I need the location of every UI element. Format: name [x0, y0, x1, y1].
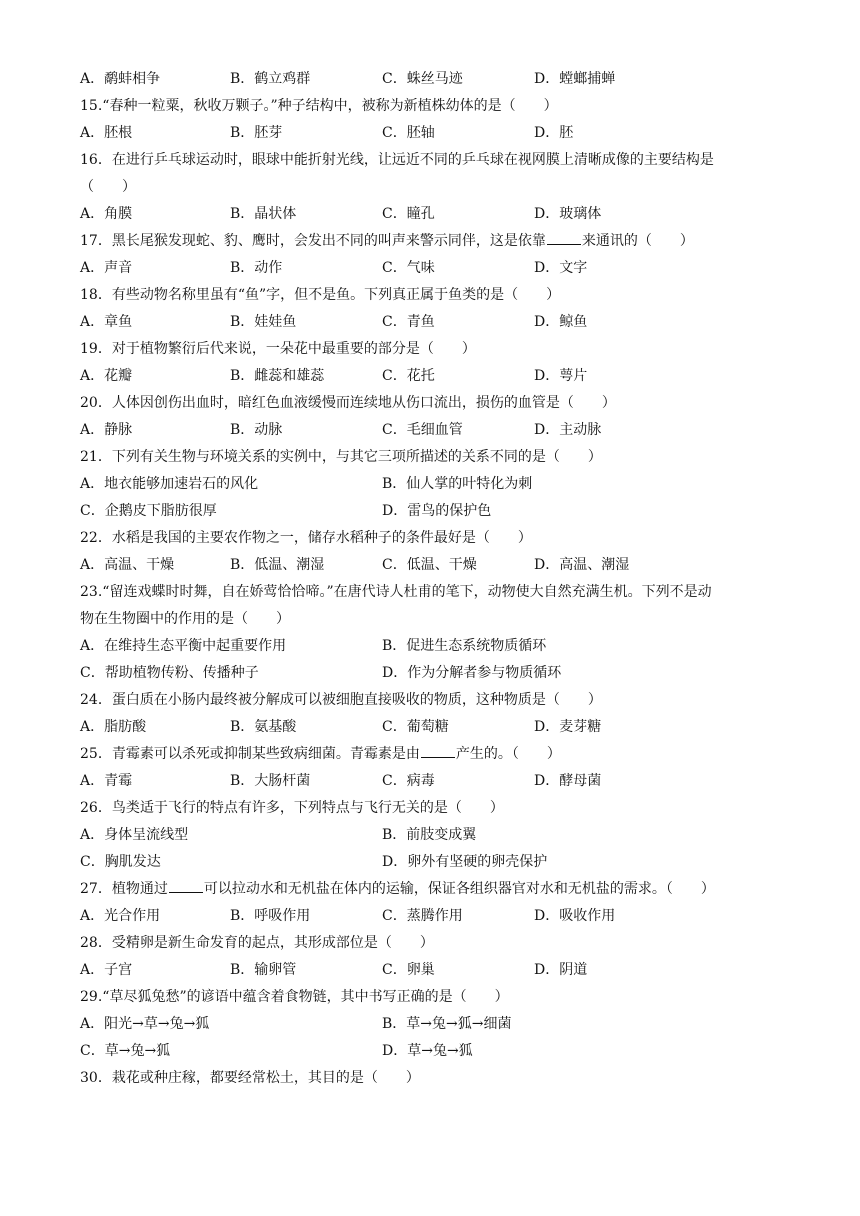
question-text: 栽花或种庄稼，都要经常松土，其目的是（ ） [111, 1070, 420, 1086]
option-c: C．卵巢 [382, 962, 435, 978]
option-d: D．吸收作用 [534, 908, 616, 924]
question-number: 26 [80, 800, 98, 816]
option-a: A．章鱼 [80, 314, 133, 330]
option-c: C．帮助植物传粉、传播种子 [80, 665, 259, 681]
question-25: 25．青霉素可以杀死或抑制某些致病细菌。青霉素是由 产生的。（ ） [80, 746, 561, 762]
question-number: 25 [80, 746, 98, 762]
option-b: B．仙人掌的叶特化为刺 [382, 476, 533, 492]
question-number: 27 [80, 881, 98, 897]
question-text: 对于植物繁衍后代来说，一朵花中最重要的部分是（ ） [111, 341, 476, 357]
fill-blank [547, 232, 581, 245]
question-text: 黑长尾猴发现蛇、豹、鹰时，会发出不同的叫声来警示同伴，这是依靠 [111, 233, 546, 249]
question-15: 15.“春种一粒粟，秋收万颗子。”种子结构中，被称为新植株幼体的是（ ） [80, 98, 558, 114]
question-text: 蛋白质在小肠内最终被分解成可以被细胞直接吸收的物质，这种物质是（ ） [111, 692, 602, 708]
question-24: 24．蛋白质在小肠内最终被分解成可以被细胞直接吸收的物质，这种物质是（ ） [80, 692, 602, 708]
question-text-end: 可以拉动水和无机盐在体内的运输，保证各组织器官对水和无机盐的需求。（ ） [203, 881, 715, 897]
option-a: A．地衣能够加速岩石的风化 [80, 476, 259, 492]
question-text: 植物通过 [111, 881, 168, 897]
question-16: 16．在进行乒乓球运动时，眼球中能折射光线，让远近不同的乒乓球在视网膜上清晰成像的主要结构是 [80, 152, 714, 168]
option-a: A．鹬蚌相争 [80, 71, 161, 87]
option-c: C．草→兔→狐 [80, 1043, 171, 1059]
question-number: 16 [80, 152, 98, 168]
option-a: A．子宫 [80, 962, 133, 978]
option-d: D．主动脉 [534, 422, 602, 438]
option-b: B．前肢变成翼 [382, 827, 477, 843]
question-27: 27．植物通过 可以拉动水和无机盐在体内的运输，保证各组织器官对水和无机盐的需求。（ ） [80, 881, 715, 897]
question-number: 20 [80, 395, 98, 411]
question-29: 29.“草尽狐兔愁”的谚语中蕴含着食物链，其中书写正确的是（ ） [80, 989, 509, 1005]
option-d: D．高温、潮湿 [534, 557, 630, 573]
option-d: D．胚 [534, 125, 574, 141]
option-b: B．晶状体 [230, 206, 297, 222]
question-number: 24 [80, 692, 98, 708]
option-a: A．花瓣 [80, 368, 133, 384]
option-d: D．作为分解者参与物质循环 [382, 665, 562, 681]
question-number: 22 [80, 530, 98, 546]
option-d: D．雷鸟的保护色 [382, 503, 492, 519]
option-b: B．输卵管 [230, 962, 297, 978]
option-b: B．促进生态系统物质循环 [382, 638, 547, 654]
option-d: D．卵外有坚硬的卵壳保护 [382, 854, 548, 870]
question-number: 23 [80, 584, 98, 600]
option-c: C．胸肌发达 [80, 854, 161, 870]
question-text: 下列有关生物与环境关系的实例中，与其它三项所描述的关系不同的是（ ） [111, 449, 602, 465]
question-text-end: 产生的。（ ） [455, 746, 561, 762]
question-number: 18 [80, 287, 98, 303]
option-a: A．光合作用 [80, 908, 161, 924]
option-a: A．胚根 [80, 125, 133, 141]
question-text-end: 来通讯的（ ） [581, 233, 694, 249]
option-a: A．青霉 [80, 773, 133, 789]
question-text: 人体因创伤出血时，暗红色血液缓慢而连续地从伤口流出，损伤的血管是（ ） [111, 395, 616, 411]
question-text: “草尽狐兔愁”的谚语中蕴含着食物链，其中书写正确的是（ ） [102, 989, 509, 1005]
option-d: D．螳螂捕蝉 [534, 71, 616, 87]
option-d: D．文字 [534, 260, 588, 276]
question-23: 23.“留连戏蝶时时舞，自在娇莺恰恰啼。”在唐代诗人杜甫的笔下，动物使大自然充满生机。下列不是动 [80, 584, 712, 600]
option-d: D．草→兔→狐 [382, 1043, 473, 1059]
option-a: A．高温、干燥 [80, 557, 175, 573]
fill-blank [169, 880, 203, 893]
option-c: C．胚轴 [382, 125, 435, 141]
question-21: 21．下列有关生物与环境关系的实例中，与其它三项所描述的关系不同的是（ ） [80, 449, 602, 465]
question-number: 28 [80, 935, 98, 951]
option-c: C．瞳孔 [382, 206, 435, 222]
option-b: B．草→兔→狐→细菌 [382, 1016, 512, 1032]
question-text: 水稻是我国的主要农作物之一，储存水稻种子的条件最好是（ ） [111, 530, 532, 546]
question-26: 26．鸟类适于飞行的特点有许多，下列特点与飞行无关的是（ ） [80, 800, 504, 816]
option-b: B．大肠杆菌 [230, 773, 311, 789]
question-19: 19．对于植物繁衍后代来说，一朵花中最重要的部分是（ ） [80, 341, 476, 357]
question-number: 29 [80, 989, 98, 1005]
option-d: D．酵母菌 [534, 773, 602, 789]
option-b: B．动作 [230, 260, 283, 276]
question-30: 30．栽花或种庄稼，都要经常松土，其目的是（ ） [80, 1070, 420, 1086]
question-text: 在进行乒乓球运动时，眼球中能折射光线，让远近不同的乒乓球在视网膜上清晰成像的主要结构是 [111, 152, 714, 168]
option-b: B．氨基酸 [230, 719, 297, 735]
question-number: 21 [80, 449, 98, 465]
fill-blank [421, 745, 455, 758]
option-a: A．在维持生态平衡中起重要作用 [80, 638, 287, 654]
question-text: 青霉素可以杀死或抑制某些致病细菌。青霉素是由 [111, 746, 420, 762]
option-c: C．蒸腾作用 [382, 908, 463, 924]
question-text: 受精卵是新生命发育的起点，其形成部位是（ ） [111, 935, 434, 951]
answer-brackets: （ ） [80, 179, 136, 195]
option-c: C．蛛丝马迹 [382, 71, 463, 87]
question-text: “留连戏蝶时时舞，自在娇莺恰恰啼。”在唐代诗人杜甫的笔下，动物使大自然充满生机。下列不是动 [102, 584, 712, 600]
option-c: C．花托 [382, 368, 435, 384]
question-28: 28．受精卵是新生命发育的起点，其形成部位是（ ） [80, 935, 434, 951]
option-d: D．阴道 [534, 962, 588, 978]
option-b: B．动脉 [230, 422, 283, 438]
question-22: 22．水稻是我国的主要农作物之一，储存水稻种子的条件最好是（ ） [80, 530, 532, 546]
option-a: A．脂肪酸 [80, 719, 147, 735]
question-text: 有些动物名称里虽有“鱼”字，但不是鱼。下列真正属于鱼类的是（ ） [111, 287, 561, 303]
question-16-continuation [80, 178, 136, 196]
question-17: 17．黑长尾猴发现蛇、豹、鹰时，会发出不同的叫声来警示同伴，这是依靠 来通讯的（ ） [80, 233, 694, 249]
option-b: B．低温、潮湿 [230, 557, 325, 573]
option-b: B．呼吸作用 [230, 908, 311, 924]
option-b: B．鹤立鸡群 [230, 71, 311, 87]
option-d: D．麦芽糖 [534, 719, 602, 735]
question-18: 18．有些动物名称里虽有“鱼”字，但不是鱼。下列真正属于鱼类的是（ ） [80, 287, 561, 303]
option-c: C．青鱼 [382, 314, 435, 330]
question-text: 鸟类适于飞行的特点有许多，下列特点与飞行无关的是（ ） [111, 800, 504, 816]
option-a: A．角膜 [80, 206, 133, 222]
option-a: A．阳光→草→兔→狐 [80, 1016, 210, 1032]
question-number: 15 [80, 98, 98, 114]
option-c: C．葡萄糖 [382, 719, 449, 735]
option-c: C．气味 [382, 260, 435, 276]
question-number: 17 [80, 233, 98, 249]
question-text: “春种一粒粟，秋收万颗子。”种子结构中，被称为新植株幼体的是（ ） [102, 98, 558, 114]
question-number: 19 [80, 341, 98, 357]
question-text-end: 物在生物圈中的作用的是（ ） [80, 611, 290, 627]
option-d: D．萼片 [534, 368, 588, 384]
option-c: C．毛细血管 [382, 422, 463, 438]
question-20: 20．人体因创伤出血时，暗红色血液缓慢而连续地从伤口流出，损伤的血管是（ ） [80, 395, 616, 411]
option-a: A．身体呈流线型 [80, 827, 189, 843]
option-b: B．娃娃鱼 [230, 314, 297, 330]
option-c: C．低温、干燥 [382, 557, 477, 573]
question-23-continuation [80, 610, 290, 628]
option-c: C．企鹅皮下脂肪很厚 [80, 503, 217, 519]
option-d: D．玻璃体 [534, 206, 602, 222]
option-b: B．胚芽 [230, 125, 283, 141]
option-d: D．鲸鱼 [534, 314, 588, 330]
question-number: 30 [80, 1070, 98, 1086]
option-a: A．静脉 [80, 422, 133, 438]
option-b: B．雌蕊和雄蕊 [230, 368, 325, 384]
option-c: C．病毒 [382, 773, 435, 789]
option-a: A．声音 [80, 260, 133, 276]
